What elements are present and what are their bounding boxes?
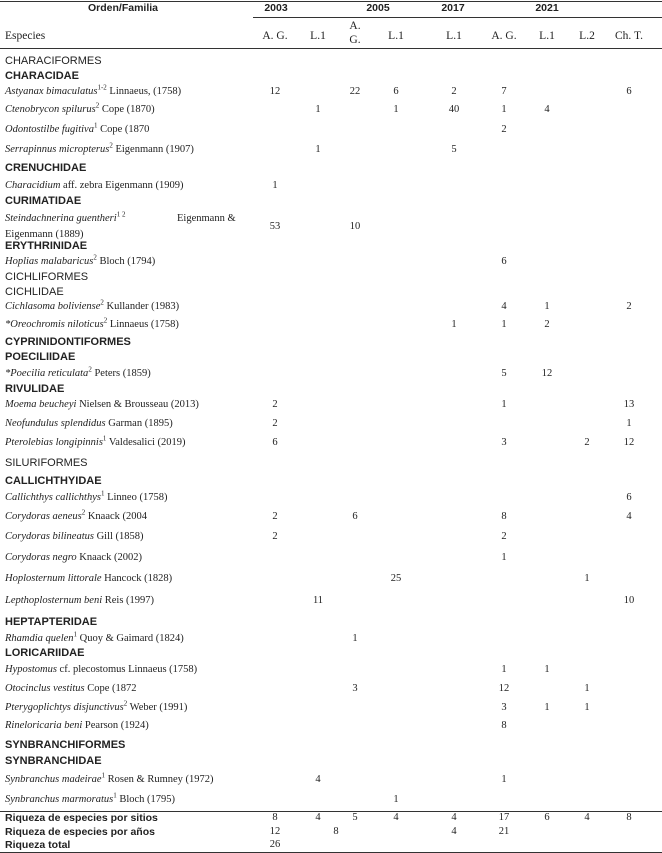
summary-cell: 6	[544, 812, 550, 823]
site-header: L.1	[539, 30, 555, 42]
species-binomial: Corydoras negro	[5, 552, 77, 563]
year-header: 2017	[441, 2, 465, 14]
count-cell: 11	[312, 595, 324, 606]
count-cell: 12	[541, 368, 553, 379]
count-cell: 22	[349, 86, 361, 97]
species-name	[5, 596, 154, 607]
species-binomial: Corydoras bilineatus	[5, 531, 94, 542]
species-binomial: *Poecilia reticulata	[5, 368, 89, 379]
order-name: CICHLIDAE	[5, 286, 64, 298]
species-name	[5, 400, 199, 411]
count-cell: 3	[501, 437, 507, 448]
count-cell: 40	[448, 104, 460, 115]
species-binomial: Hypostomus	[5, 664, 57, 675]
species-name	[5, 574, 172, 585]
species-binomial: Lepthoplosternum beni	[5, 595, 103, 606]
count-cell: 1	[501, 774, 507, 785]
species-author: Linnaeus, (1758)	[106, 86, 182, 97]
species-binomial: Characidium	[5, 180, 61, 191]
count-cell: 6	[626, 86, 632, 97]
species-author: Quoy & Gaimard (1824)	[77, 633, 184, 644]
count-cell: 1	[544, 702, 550, 713]
site-header: G.	[349, 34, 361, 46]
count-cell: 12	[623, 437, 635, 448]
count-cell: 4	[315, 774, 321, 785]
species-binomial: Astyanax bimaculatus	[5, 86, 98, 97]
footnote-mark: 2	[103, 316, 108, 325]
count-cell: 5	[501, 368, 507, 379]
species-name	[5, 419, 173, 430]
count-cell: 2	[626, 301, 632, 312]
summary-cell: 4	[393, 812, 399, 823]
summary-year-cell: 8	[333, 826, 339, 837]
footnote-mark: 2	[109, 141, 113, 150]
family-name: RIVULIDAE	[5, 383, 65, 395]
family-name: SYNBRANCHIFORMES	[5, 739, 126, 751]
site-header: A. G.	[491, 30, 517, 42]
summary-cell: 26	[269, 839, 281, 850]
species-header: Especies	[5, 30, 46, 42]
summary-cell: 17	[498, 812, 510, 823]
species-name	[5, 771, 214, 786]
species-name	[5, 141, 194, 156]
species-author: cf. plecostomus Linnaeus (1758)	[56, 664, 198, 675]
species-name	[5, 83, 182, 98]
species-binomial: *Oreochromis niloticus	[5, 319, 104, 330]
footnote-mark: 2	[93, 253, 97, 262]
species-name	[5, 316, 179, 331]
family-name: LORICARIIDAE	[5, 647, 85, 659]
count-cell: 3	[352, 683, 358, 694]
order-name: SILURIFORMES	[5, 457, 88, 469]
site-header: L.1	[388, 30, 404, 42]
count-cell: 3	[501, 702, 507, 713]
species-author: Cope (1872	[84, 683, 137, 694]
species-binomial: Steindachnerina guentheri	[5, 213, 117, 224]
footnote-mark: 1	[73, 630, 78, 639]
summary-label: Riqueza total	[5, 839, 71, 851]
species-author: Reis (1997)	[102, 595, 155, 606]
count-cell: 2	[272, 418, 278, 429]
count-cell: 6	[501, 256, 507, 267]
count-cell: 1	[315, 104, 321, 115]
footnote-mark: 1-2	[97, 83, 107, 92]
species-binomial: Rhamdia quelen	[5, 633, 74, 644]
count-cell: 6	[272, 437, 278, 448]
site-header: Ch. T.	[614, 30, 643, 42]
species-author: Eigenmann &	[177, 213, 236, 224]
group-header: Orden/Familia	[88, 2, 159, 14]
count-cell: 10	[623, 595, 635, 606]
species-binomial: Moema beucheyi	[5, 399, 77, 410]
footnote-mark: 2	[81, 508, 86, 517]
count-cell: 2	[501, 531, 507, 542]
year-header: 2005	[366, 2, 390, 14]
summary-year-cell: 4	[451, 826, 457, 837]
count-cell: 5	[451, 144, 457, 155]
count-cell: 2	[501, 124, 507, 135]
count-cell: 2	[544, 319, 550, 330]
summary-cell: 8	[272, 812, 278, 823]
count-cell: 13	[623, 399, 635, 410]
species-binomial: Ctenobrycon spilurus	[5, 104, 96, 115]
family-name: SYNBRANCHIDAE	[5, 755, 102, 767]
summary-cell: 8	[626, 812, 632, 823]
count-cell: 53	[269, 221, 281, 232]
footnote-mark: 1	[101, 771, 106, 780]
species-binomial: Pterolebias longipinnis	[5, 437, 103, 448]
species-name	[5, 210, 236, 225]
summary-cell: 4	[451, 812, 457, 823]
species-name	[5, 298, 180, 313]
species-author: Knaack (2004	[85, 511, 148, 522]
count-cell: 12	[498, 683, 510, 694]
count-cell: 25	[390, 573, 402, 584]
summary-label: Riqueza de especies por sitios	[5, 812, 158, 824]
species-name	[5, 434, 186, 449]
family-name: POECILIIDAE	[5, 351, 76, 363]
summary-cell: 5	[352, 812, 358, 823]
count-cell: 4	[544, 104, 550, 115]
species-name	[5, 253, 156, 268]
species-name	[5, 553, 142, 564]
species-binomial: Callichthys callichthys	[5, 492, 101, 503]
species-author: Weber (1991)	[127, 702, 188, 713]
species-author: Kullander (1983)	[103, 301, 180, 312]
species-name	[5, 791, 176, 806]
summary-cell: 4	[315, 812, 321, 823]
count-cell: 2	[272, 531, 278, 542]
species-name	[5, 630, 184, 645]
species-name	[5, 665, 197, 676]
species-binomial: Cichlasoma boliviense	[5, 301, 101, 312]
species-binomial: Otocinclus vestitus	[5, 683, 85, 694]
count-cell: 4	[501, 301, 507, 312]
species-author: Knaack (2002)	[76, 552, 142, 563]
summary-year-cell: 21	[498, 826, 510, 837]
count-cell: 4	[626, 511, 632, 522]
species-name	[5, 532, 144, 543]
species-author: Peters (1859)	[91, 368, 151, 379]
count-cell: 1	[501, 319, 507, 330]
footnote-mark: 2	[95, 101, 100, 110]
count-cell: 1	[584, 573, 590, 584]
species-author: Bloch (1794)	[96, 256, 156, 267]
count-cell: 6	[352, 511, 358, 522]
species-name	[5, 684, 137, 695]
count-cell: 1	[626, 418, 632, 429]
header-rule	[0, 48, 662, 49]
summary-label: Riqueza de especies por años	[5, 826, 155, 838]
count-cell: 2	[584, 437, 590, 448]
species-binomial: Neofundulus splendidus	[5, 418, 106, 429]
count-cell: 1	[501, 552, 507, 563]
family-name: CRENUCHIDAE	[5, 162, 87, 174]
species-binomial: Odontostilbe fugitiva	[5, 124, 94, 135]
species-author: Rosen & Rumney (1972)	[105, 774, 214, 785]
site-header: A.	[349, 20, 361, 32]
count-cell: 1	[544, 664, 550, 675]
count-cell: 2	[272, 511, 278, 522]
count-cell: 1	[501, 664, 507, 675]
species-author: Cope (1870	[97, 124, 150, 135]
count-cell: 10	[349, 221, 361, 232]
count-cell: 8	[501, 720, 507, 731]
count-cell: 8	[501, 511, 507, 522]
species-author-line2: Eigenmann (1889)	[5, 229, 84, 240]
species-author: Linnaeus (1758)	[107, 319, 179, 330]
footnote-mark: 1	[100, 489, 105, 498]
count-cell: 1	[584, 683, 590, 694]
family-name: CHARACIDAE	[5, 70, 79, 82]
count-cell: 1	[393, 104, 399, 115]
count-cell: 1	[451, 319, 457, 330]
count-cell: 1	[544, 301, 550, 312]
count-cell: 6	[626, 492, 632, 503]
species-name	[5, 508, 148, 523]
footnote-mark: 1	[113, 791, 117, 800]
species-binomial: Rineloricaria beni	[5, 720, 83, 731]
count-cell: 12	[269, 86, 281, 97]
family-name: CURIMATIDAE	[5, 195, 82, 207]
year-rule	[253, 17, 662, 18]
species-name	[5, 721, 149, 732]
species-name	[5, 699, 188, 714]
species-binomial: Pterygoplichtys disjunctivus	[5, 702, 124, 713]
count-cell: 7	[501, 86, 507, 97]
footnote-mark: 2	[88, 365, 92, 374]
year-header: 2021	[535, 2, 559, 14]
species-binomial: Hoplias malabaricus	[5, 256, 94, 267]
species-name	[5, 101, 155, 116]
species-author: Valdesalici (2019)	[106, 437, 186, 448]
order-name: CHARACIFORMES	[5, 55, 102, 67]
count-cell: 6	[393, 86, 399, 97]
species-binomial: Hoplosternum littorale	[5, 573, 102, 584]
footnote-mark: 2	[123, 699, 128, 708]
species-binomial: Synbranchus marmoratus	[5, 794, 114, 805]
count-cell: 1	[584, 702, 590, 713]
count-cell: 2	[451, 86, 457, 97]
count-cell: 2	[272, 399, 278, 410]
count-cell: 1	[393, 794, 399, 805]
family-name: ERYTHRINIDAE	[5, 240, 88, 252]
species-author: Linneo (1758)	[104, 492, 168, 503]
species-author: Eigenmann (1907)	[112, 144, 194, 155]
footnote-mark: 2	[100, 298, 104, 307]
summary-cell: 4	[584, 812, 590, 823]
summary-year-cell: 12	[269, 826, 281, 837]
species-author: Hancock (1828)	[101, 573, 173, 584]
count-cell: 1	[272, 180, 278, 191]
count-cell: 1	[315, 144, 321, 155]
species-author: Cope (1870)	[99, 104, 155, 115]
species-binomial: Corydoras aeneus	[5, 511, 82, 522]
family-name: CYPRINIDONTIFORMES	[5, 336, 131, 348]
species-name	[5, 181, 184, 192]
family-name: HEPTAPTERIDAE	[5, 616, 98, 628]
site-header: L.1	[446, 30, 462, 42]
species-name	[5, 489, 168, 504]
footnote-mark: 1 2	[116, 210, 126, 219]
footnote-mark: 1	[93, 121, 98, 130]
species-author: aff. zebra Eigenmann (1909)	[60, 180, 184, 191]
order-name: CICHLIFORMES	[5, 271, 89, 283]
family-name: CALLICHTHYIDAE	[5, 475, 102, 487]
species-author: Gill (1858)	[93, 531, 144, 542]
site-header: L.1	[310, 30, 326, 42]
species-name	[5, 121, 150, 136]
count-cell: 1	[501, 104, 507, 115]
species-author: Nielsen & Brousseau (2013)	[76, 399, 199, 410]
species-author: Bloch (1795)	[116, 794, 176, 805]
species-author: Garman (1895)	[105, 418, 173, 429]
species-name	[5, 365, 151, 380]
species-binomial: Serrapinnus micropterus	[5, 144, 110, 155]
count-cell: 1	[501, 399, 507, 410]
species-binomial: Synbranchus madeirae	[5, 774, 102, 785]
year-header: 2003	[264, 2, 288, 14]
count-cell: 1	[352, 633, 358, 644]
species-author: Pearson (1924)	[82, 720, 149, 731]
site-header: L.2	[579, 30, 595, 42]
site-header: A. G.	[262, 30, 288, 42]
footnote-mark: 1	[102, 434, 107, 443]
